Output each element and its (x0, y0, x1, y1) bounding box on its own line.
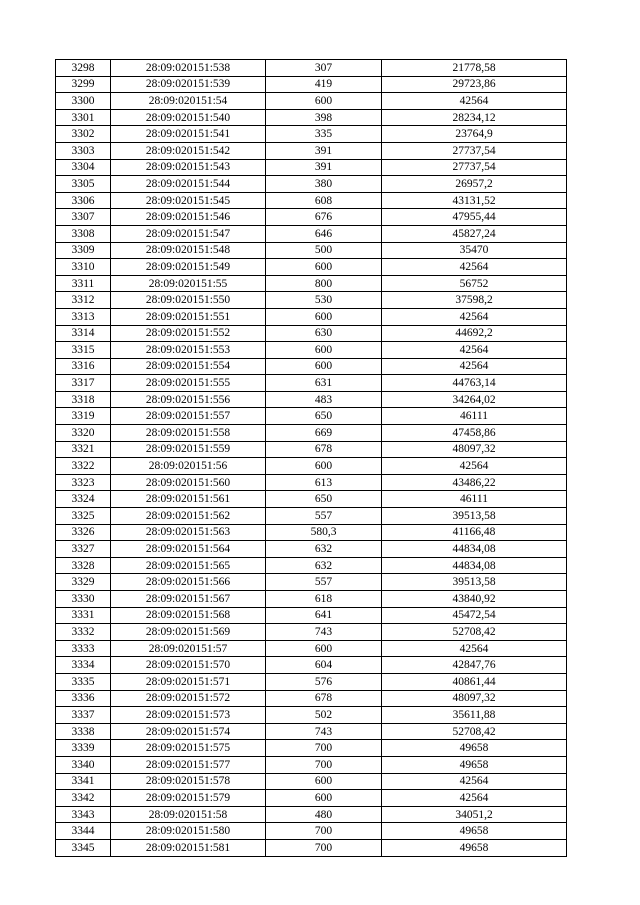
value-cell: 43840,92 (382, 591, 567, 608)
area-cell: 678 (266, 690, 382, 707)
row-number-cell: 3327 (56, 541, 111, 558)
area-cell: 632 (266, 557, 382, 574)
cadastral-number-cell: 28:09:020151:566 (111, 574, 266, 591)
table-body (56, 60, 567, 857)
value-cell: 42564 (382, 342, 567, 359)
area-cell: 380 (266, 176, 382, 193)
cadastral-number-cell: 28:09:020151:548 (111, 242, 266, 259)
value-cell: 47458,86 (382, 425, 567, 442)
area-cell: 700 (266, 740, 382, 757)
area-cell: 600 (266, 308, 382, 325)
row-number-cell: 3311 (56, 275, 111, 292)
cadastral-number-cell: 28:09:020151:541 (111, 126, 266, 143)
table-row (56, 673, 567, 690)
area-cell: 631 (266, 375, 382, 392)
table-row (56, 142, 567, 159)
table-row (56, 574, 567, 591)
table-row (56, 159, 567, 176)
value-cell: 56752 (382, 275, 567, 292)
cadastral-number-cell: 28:09:020151:555 (111, 375, 266, 392)
value-cell: 39513,58 (382, 574, 567, 591)
table-row (56, 408, 567, 425)
cadastral-number-cell: 28:09:020151:563 (111, 524, 266, 541)
cadastral-number-cell: 28:09:020151:556 (111, 391, 266, 408)
value-cell: 42564 (382, 358, 567, 375)
table-row (56, 209, 567, 226)
cadastral-number-cell: 28:09:020151:568 (111, 607, 266, 624)
cadastral-number-cell: 28:09:020151:545 (111, 192, 266, 209)
row-number-cell: 3333 (56, 640, 111, 657)
value-cell: 42564 (382, 308, 567, 325)
area-cell: 580,3 (266, 524, 382, 541)
row-number-cell: 3317 (56, 375, 111, 392)
area-cell: 700 (266, 823, 382, 840)
area-cell: 600 (266, 773, 382, 790)
value-cell: 49658 (382, 839, 567, 856)
cadastral-number-cell: 28:09:020151:547 (111, 225, 266, 242)
cadastral-number-cell: 28:09:020151:557 (111, 408, 266, 425)
row-number-cell: 3318 (56, 391, 111, 408)
area-cell: 800 (266, 275, 382, 292)
table-row (56, 640, 567, 657)
value-cell: 27737,54 (382, 159, 567, 176)
table-row (56, 242, 567, 259)
value-cell: 49658 (382, 823, 567, 840)
table-row (56, 60, 567, 77)
area-cell: 419 (266, 76, 382, 93)
row-number-cell: 3305 (56, 176, 111, 193)
cadastral-number-cell: 28:09:020151:542 (111, 142, 266, 159)
value-cell: 47955,44 (382, 209, 567, 226)
cadastral-number-cell: 28:09:020151:554 (111, 358, 266, 375)
area-cell: 557 (266, 508, 382, 525)
area-cell: 700 (266, 839, 382, 856)
value-cell: 44692,2 (382, 325, 567, 342)
table-row (56, 657, 567, 674)
value-cell: 43486,22 (382, 474, 567, 491)
cadastral-number-cell: 28:09:020151:538 (111, 60, 266, 77)
area-cell: 743 (266, 723, 382, 740)
cadastral-number-cell: 28:09:020151:54 (111, 93, 266, 110)
cadastral-number-cell: 28:09:020151:558 (111, 425, 266, 442)
area-cell: 502 (266, 707, 382, 724)
area-cell: 600 (266, 790, 382, 807)
table-row (56, 723, 567, 740)
value-cell: 42564 (382, 790, 567, 807)
table-row (56, 391, 567, 408)
cadastral-number-cell: 28:09:020151:546 (111, 209, 266, 226)
row-number-cell: 3338 (56, 723, 111, 740)
table-row (56, 524, 567, 541)
row-number-cell: 3312 (56, 292, 111, 309)
row-number-cell: 3326 (56, 524, 111, 541)
area-cell: 641 (266, 607, 382, 624)
value-cell: 41166,48 (382, 524, 567, 541)
area-cell: 530 (266, 292, 382, 309)
row-number-cell: 3344 (56, 823, 111, 840)
area-cell: 600 (266, 458, 382, 475)
value-cell: 44834,08 (382, 541, 567, 558)
value-cell: 27737,54 (382, 142, 567, 159)
value-cell: 43131,52 (382, 192, 567, 209)
area-cell: 335 (266, 126, 382, 143)
value-cell: 35611,88 (382, 707, 567, 724)
row-number-cell: 3325 (56, 508, 111, 525)
table-row (56, 308, 567, 325)
value-cell: 45472,54 (382, 607, 567, 624)
row-number-cell: 3313 (56, 308, 111, 325)
table-row (56, 508, 567, 525)
cadastral-number-cell: 28:09:020151:552 (111, 325, 266, 342)
table-row (56, 375, 567, 392)
row-number-cell: 3304 (56, 159, 111, 176)
table-row (56, 342, 567, 359)
table-row (56, 541, 567, 558)
cadastral-number-cell: 28:09:020151:549 (111, 259, 266, 276)
table-row (56, 192, 567, 209)
row-number-cell: 3309 (56, 242, 111, 259)
cadastral-number-cell: 28:09:020151:55 (111, 275, 266, 292)
table-row (56, 325, 567, 342)
table-row (56, 292, 567, 309)
area-cell: 600 (266, 93, 382, 110)
row-number-cell: 3322 (56, 458, 111, 475)
value-cell: 35470 (382, 242, 567, 259)
value-cell: 42847,76 (382, 657, 567, 674)
row-number-cell: 3303 (56, 142, 111, 159)
row-number-cell: 3334 (56, 657, 111, 674)
cadastral-number-cell: 28:09:020151:570 (111, 657, 266, 674)
value-cell: 21778,58 (382, 60, 567, 77)
value-cell: 42564 (382, 259, 567, 276)
row-number-cell: 3319 (56, 408, 111, 425)
value-cell: 34264,02 (382, 391, 567, 408)
value-cell: 23764,9 (382, 126, 567, 143)
table-row (56, 839, 567, 856)
row-number-cell: 3315 (56, 342, 111, 359)
area-cell: 600 (266, 640, 382, 657)
row-number-cell: 3307 (56, 209, 111, 226)
value-cell: 37598,2 (382, 292, 567, 309)
area-cell: 557 (266, 574, 382, 591)
cadastral-number-cell: 28:09:020151:579 (111, 790, 266, 807)
value-cell: 49658 (382, 740, 567, 757)
table-row (56, 225, 567, 242)
table-row (56, 756, 567, 773)
table-row (56, 441, 567, 458)
cadastral-number-cell: 28:09:020151:540 (111, 109, 266, 126)
cadastral-number-cell: 28:09:020151:56 (111, 458, 266, 475)
value-cell: 49658 (382, 756, 567, 773)
value-cell: 52708,42 (382, 624, 567, 641)
cadastral-number-cell: 28:09:020151:581 (111, 839, 266, 856)
area-cell: 630 (266, 325, 382, 342)
cadastral-number-cell: 28:09:020151:571 (111, 673, 266, 690)
cadastral-number-cell: 28:09:020151:569 (111, 624, 266, 641)
value-cell: 46111 (382, 491, 567, 508)
row-number-cell: 3299 (56, 76, 111, 93)
value-cell: 48097,32 (382, 441, 567, 458)
table-row (56, 591, 567, 608)
table-row (56, 557, 567, 574)
row-number-cell: 3345 (56, 839, 111, 856)
cadastral-number-cell: 28:09:020151:565 (111, 557, 266, 574)
area-cell: 613 (266, 474, 382, 491)
cadastral-number-cell: 28:09:020151:573 (111, 707, 266, 724)
table-row (56, 740, 567, 757)
cadastral-number-cell: 28:09:020151:559 (111, 441, 266, 458)
cadastral-number-cell: 28:09:020151:572 (111, 690, 266, 707)
row-number-cell: 3340 (56, 756, 111, 773)
area-cell: 398 (266, 109, 382, 126)
cadastral-number-cell: 28:09:020151:553 (111, 342, 266, 359)
cadastral-number-cell: 28:09:020151:567 (111, 591, 266, 608)
data-table (55, 59, 567, 857)
cadastral-number-cell: 28:09:020151:578 (111, 773, 266, 790)
area-cell: 600 (266, 358, 382, 375)
table-row (56, 458, 567, 475)
value-cell: 42564 (382, 458, 567, 475)
cadastral-number-cell: 28:09:020151:575 (111, 740, 266, 757)
row-number-cell: 3331 (56, 607, 111, 624)
area-cell: 676 (266, 209, 382, 226)
value-cell: 48097,32 (382, 690, 567, 707)
area-cell: 480 (266, 806, 382, 823)
area-cell: 600 (266, 259, 382, 276)
row-number-cell: 3323 (56, 474, 111, 491)
value-cell: 46111 (382, 408, 567, 425)
row-number-cell: 3342 (56, 790, 111, 807)
area-cell: 669 (266, 425, 382, 442)
cadastral-number-cell: 28:09:020151:562 (111, 508, 266, 525)
cadastral-number-cell: 28:09:020151:543 (111, 159, 266, 176)
table-row (56, 707, 567, 724)
row-number-cell: 3336 (56, 690, 111, 707)
area-cell: 632 (266, 541, 382, 558)
row-number-cell: 3324 (56, 491, 111, 508)
cadastral-number-cell: 28:09:020151:539 (111, 76, 266, 93)
table-row (56, 93, 567, 110)
value-cell: 45827,24 (382, 225, 567, 242)
area-cell: 650 (266, 408, 382, 425)
area-cell: 646 (266, 225, 382, 242)
table-row (56, 806, 567, 823)
area-cell: 678 (266, 441, 382, 458)
cadastral-number-cell: 28:09:020151:551 (111, 308, 266, 325)
row-number-cell: 3328 (56, 557, 111, 574)
area-cell: 500 (266, 242, 382, 259)
row-number-cell: 3329 (56, 574, 111, 591)
row-number-cell: 3320 (56, 425, 111, 442)
row-number-cell: 3339 (56, 740, 111, 757)
value-cell: 26957,2 (382, 176, 567, 193)
table-row (56, 109, 567, 126)
value-cell: 44834,08 (382, 557, 567, 574)
row-number-cell: 3301 (56, 109, 111, 126)
value-cell: 40861,44 (382, 673, 567, 690)
table-row (56, 823, 567, 840)
table-row (56, 773, 567, 790)
row-number-cell: 3343 (56, 806, 111, 823)
value-cell: 29723,86 (382, 76, 567, 93)
value-cell: 34051,2 (382, 806, 567, 823)
row-number-cell: 3341 (56, 773, 111, 790)
table-row (56, 690, 567, 707)
row-number-cell: 3308 (56, 225, 111, 242)
row-number-cell: 3302 (56, 126, 111, 143)
value-cell: 28234,12 (382, 109, 567, 126)
area-cell: 618 (266, 591, 382, 608)
table-row (56, 491, 567, 508)
value-cell: 44763,14 (382, 375, 567, 392)
row-number-cell: 3330 (56, 591, 111, 608)
area-cell: 700 (266, 756, 382, 773)
table-row (56, 607, 567, 624)
value-cell: 42564 (382, 640, 567, 657)
area-cell: 608 (266, 192, 382, 209)
row-number-cell: 3335 (56, 673, 111, 690)
area-cell: 391 (266, 159, 382, 176)
area-cell: 391 (266, 142, 382, 159)
cadastral-number-cell: 28:09:020151:560 (111, 474, 266, 491)
row-number-cell: 3306 (56, 192, 111, 209)
area-cell: 483 (266, 391, 382, 408)
cadastral-number-cell: 28:09:020151:561 (111, 491, 266, 508)
area-cell: 604 (266, 657, 382, 674)
cadastral-number-cell: 28:09:020151:550 (111, 292, 266, 309)
cadastral-number-cell: 28:09:020151:574 (111, 723, 266, 740)
table-row (56, 259, 567, 276)
area-cell: 743 (266, 624, 382, 641)
cadastral-number-cell: 28:09:020151:580 (111, 823, 266, 840)
table-row (56, 176, 567, 193)
table-row (56, 474, 567, 491)
row-number-cell: 3316 (56, 358, 111, 375)
table-row (56, 425, 567, 442)
row-number-cell: 3337 (56, 707, 111, 724)
table-row (56, 624, 567, 641)
cadastral-number-cell: 28:09:020151:577 (111, 756, 266, 773)
value-cell: 39513,58 (382, 508, 567, 525)
cadastral-number-cell: 28:09:020151:57 (111, 640, 266, 657)
row-number-cell: 3298 (56, 60, 111, 77)
area-cell: 650 (266, 491, 382, 508)
row-number-cell: 3332 (56, 624, 111, 641)
value-cell: 42564 (382, 773, 567, 790)
table-row (56, 358, 567, 375)
value-cell: 52708,42 (382, 723, 567, 740)
row-number-cell: 3321 (56, 441, 111, 458)
row-number-cell: 3310 (56, 259, 111, 276)
row-number-cell: 3314 (56, 325, 111, 342)
row-number-cell: 3300 (56, 93, 111, 110)
area-cell: 600 (266, 342, 382, 359)
value-cell: 42564 (382, 93, 567, 110)
table-row (56, 275, 567, 292)
table-row (56, 126, 567, 143)
area-cell: 576 (266, 673, 382, 690)
cadastral-number-cell: 28:09:020151:58 (111, 806, 266, 823)
cadastral-number-cell: 28:09:020151:564 (111, 541, 266, 558)
table-row (56, 76, 567, 93)
table-row (56, 790, 567, 807)
cadastral-number-cell: 28:09:020151:544 (111, 176, 266, 193)
area-cell: 307 (266, 60, 382, 77)
